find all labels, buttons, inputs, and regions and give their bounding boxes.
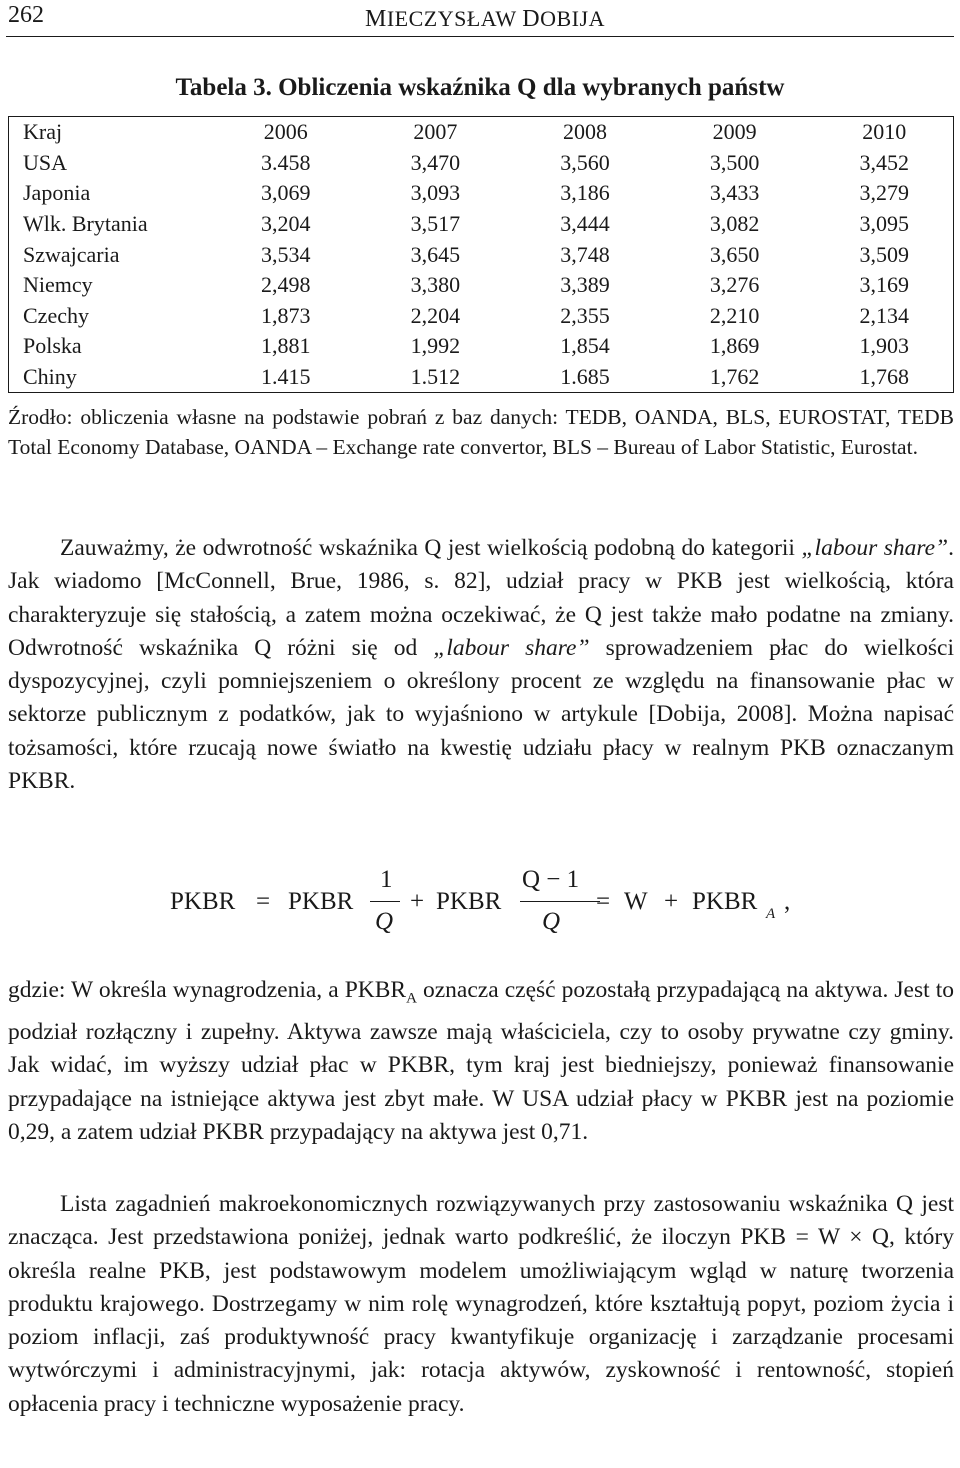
value-cell: 2,204 [410, 302, 461, 328]
table-source-note: Źrodło: obliczenia własne na podstawie pobrań z baz danych: TEDB, OANDA, BLS, EUROSTAT, TEDB Total Economy Database, OANDA – Exchange rate convertor, BLS – Bureau of Labor Statistic, Eurostat. [8, 405, 954, 459]
value-cell: 3,452 [859, 149, 909, 175]
table-row [9, 362, 954, 393]
formula-denominator: Q [542, 908, 561, 935]
value-cell: 3,534 [260, 241, 311, 267]
q-index-table [8, 116, 954, 393]
value-cell: 3,095 [859, 211, 909, 237]
country-cell: Wlk. Brytania [23, 211, 148, 237]
value-cell: 3,169 [859, 272, 909, 298]
formula-numerator: Q − 1 [522, 866, 580, 893]
formula-plus: + [410, 888, 425, 915]
formula-comma: , [784, 888, 791, 915]
table-row [9, 209, 954, 240]
value-cell: 1,768 [859, 364, 909, 390]
value-cell: 3,069 [260, 180, 311, 206]
formula-lhs: PKBR [170, 888, 236, 915]
value-cell: 3,389 [560, 272, 610, 298]
table-title: Tabela 3. Obliczenia wskaźnika Q dla wybranych państw [175, 74, 785, 101]
column-header: 2010 [862, 119, 907, 145]
formula-equals: = [596, 888, 611, 915]
table-header-row [9, 117, 954, 148]
value-cell: 3,186 [560, 180, 610, 206]
value-cell: 3,444 [560, 211, 610, 237]
page-number: 262 [8, 2, 44, 28]
value-cell: 3,276 [709, 272, 760, 298]
fraction-bar [370, 901, 400, 902]
country-cell: Japonia [23, 180, 91, 206]
value-cell: 3,748 [560, 241, 610, 267]
value-cell: 3,509 [859, 241, 909, 267]
value-cell: 3,650 [709, 241, 760, 267]
fraction-bar [520, 901, 600, 902]
country-cell: Szwajcaria [23, 241, 120, 267]
country-cell: Polska [23, 333, 82, 359]
value-cell: 1,854 [560, 333, 610, 359]
pkbr-formula [170, 866, 830, 950]
value-cell: 3,645 [410, 241, 461, 267]
column-header: 2007 [413, 119, 458, 145]
value-cell: 3,093 [410, 180, 461, 206]
value-cell: 3,470 [410, 149, 461, 175]
value-cell: 2,498 [260, 272, 311, 298]
value-cell: 3,380 [410, 272, 461, 298]
column-header: 2009 [712, 119, 757, 145]
value-cell: 1,992 [410, 333, 461, 359]
value-cell: 3,279 [859, 180, 909, 206]
value-cell: 3,560 [560, 149, 610, 175]
formula-equals: = [256, 888, 271, 915]
column-header: Kraj [23, 119, 63, 145]
table-row [9, 301, 954, 332]
table-row [9, 239, 954, 270]
paragraph-lista: Lista zagadnień makroekonomicznych rozwiązywanych przy zastosowaniu wskaźnika Q jest znacząca. Jest przedstawiona poniżej, jednak warto podkreślić, że iloczyn PKB = W × Q, który określa realne PKB, jest podstawowym modelem umożliwiającym wgląd w naturę tworzenia produktu krajowego. Dostrzegamy w nim rolę wynagrodzeń, które kształtują popyt, poziom życia i poziom inflacji, zaś produktywność pracy kwantyfikuje organizację i zarządzanie procesami wytwórczymi i administracyjnymi, jak: rotacja aktywów, zyskowność i rentowność, stopień opłacenia pracy i techniczne wyposażenie pracy. [8, 1191, 954, 1417]
value-cell: 1,762 [709, 364, 760, 390]
paragraph-gdzie: gdzie: W określa wynagrodzenia, a $PKBR_A$ oznacza część pozostałą przypadającą na aktywa. Jest to podział rozłączny i zupełny. Aktywa zawsze mają właściciela, czy to osoby prywatne czy gminy. Jak widać, im wyższy udział płac w PKBR, tym kraj jest biedniejszy, ponieważ finansowanie przypadające na istniejące aktywa jest zbyt małe. W USA udział płacy w PKBR jest na poziomie 0,29, a zatem udział PKBR przypadający na aktywa jest 0,71. [8, 977, 954, 1145]
paragraph-labour-share: Zauważmy, że odwrotność wskaźnika Q jest wielkością podobną do kategorii „labour share”. Jak wiadomo [McConnell, Brue, 1986, s. 82], udział pracy w PKB jest wielkością, która charakteryzuje się stałością, a zatem można oczekiwać, że Q jest także mało podatne na zmiany. Odwrotność wskaźnika Q różni się od „labour share” sprowadzeniem płac do wielkości dyspozycyjnej, czyli pomniejszeniem o określony procent ze względu na finansowanie płac w sektorze publicznym z podatków, jak to wyjaśniono w artykule [Dobija, 2008]. Można napisać tożsamości, które rzucają nowe światło na kwestię udziału płacy w realnym PKB oznaczanym PKBR. [8, 535, 955, 795]
value-cell: 2,134 [859, 302, 909, 328]
country-cell: Niemcy [23, 272, 93, 298]
value-cell: 3,204 [260, 211, 311, 237]
country-cell: USA [23, 149, 68, 175]
value-cell: 2,355 [560, 302, 610, 328]
value-cell: 3,082 [709, 211, 760, 237]
header-rule [6, 36, 954, 37]
formula-subscript: A [766, 906, 776, 922]
column-header: 2006 [263, 119, 308, 145]
value-cell: 1,881 [260, 333, 311, 359]
formula-term: PKBR [692, 888, 758, 915]
value-cell: 1.415 [260, 364, 311, 390]
table-row [9, 270, 954, 301]
column-header: 2008 [562, 119, 607, 145]
formula-denominator: Q [375, 908, 394, 935]
formula-numerator: 1 [380, 866, 393, 893]
table-row [9, 178, 954, 209]
value-cell: 3,433 [709, 180, 760, 206]
running-header-author: MIECZYSŁAW DOBIJA [365, 6, 605, 32]
value-cell: 3,517 [410, 211, 461, 237]
table-row [9, 148, 954, 179]
table-row [9, 331, 954, 362]
formula-w: W [624, 888, 648, 915]
country-cell: Chiny [23, 364, 77, 390]
value-cell: 1,903 [859, 333, 909, 359]
value-cell: 1,869 [709, 333, 760, 359]
formula-term: PKBR [288, 888, 354, 915]
value-cell: 1.512 [410, 364, 461, 390]
value-cell: 3,500 [709, 149, 760, 175]
country-cell: Czechy [23, 302, 89, 328]
formula-term: PKBR [436, 888, 502, 915]
value-cell: 1.685 [560, 364, 610, 390]
formula-plus: + [664, 888, 679, 915]
value-cell: 1,873 [260, 302, 311, 328]
value-cell: 2,210 [709, 302, 760, 328]
value-cell: 3.458 [260, 149, 311, 175]
